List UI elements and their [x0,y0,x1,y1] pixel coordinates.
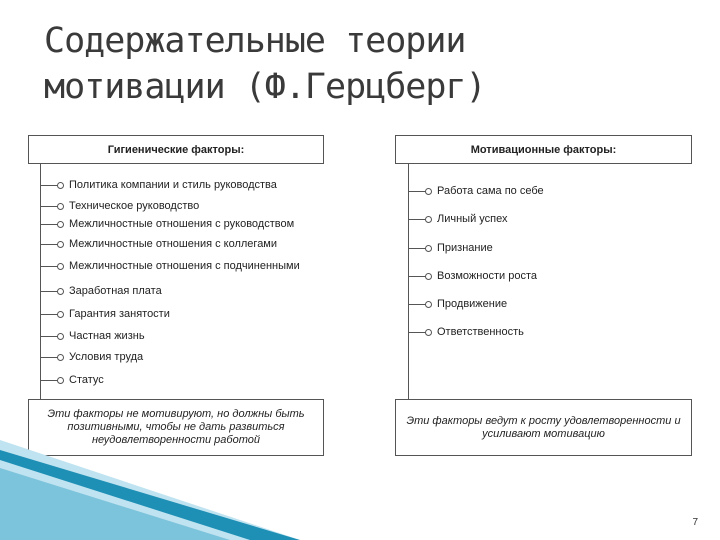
motivation-factor-item-label: Признание [437,242,493,254]
bullet-dot-icon [425,245,432,252]
bullet-dot-icon [425,188,432,195]
hygiene-factor-item-label: Частная жизнь [69,330,145,342]
bullet-dot-icon [57,263,64,270]
title-line-2: мотивации (Ф.Герцберг) [44,67,486,107]
motivation-factors-header: Мотивационные факторы: [395,135,692,164]
hygiene-note: Эти факторы не мотивируют, но должны быть позитивными, чтобы не дать развиться неудовлетворенности работой [28,399,324,456]
bullet-dot-icon [425,329,432,336]
motivation-factor-item-label: Возможности роста [437,270,537,282]
title-line-1: Содержательные теории [44,21,466,61]
bullet-dot-icon [57,311,64,318]
bullet-dot-icon [57,354,64,361]
bullet-dot-icon [57,377,64,384]
hygiene-factor-item-label: Заработная плата [69,285,162,297]
motivation-factor-item-label: Работа сама по себе [437,185,544,197]
hygiene-factors-header: Гигиенические факторы: [28,135,324,164]
bullet-dot-icon [57,221,64,228]
hygiene-factor-item-label: Межличностные отношения с коллегами [69,238,278,250]
bullet-dot-icon [425,301,432,308]
hygiene-connector-line [40,164,41,399]
motivation-factor-item-label: Личный успех [437,213,508,225]
slide-title [44,18,486,110]
decorative-swoosh [0,440,720,540]
hygiene-factor-item-label: Гарантия занятости [69,308,170,320]
motivation-factor-item-label: Продвижение [437,298,508,310]
hygiene-factor-item-label: Техническое руководство [69,200,200,212]
hygiene-factor-item-label: Межличностные отношения с руководством [69,218,295,230]
bullet-dot-icon [57,203,64,210]
hygiene-factor-item-label: Условия труда [69,351,144,363]
bullet-dot-icon [57,241,64,248]
hygiene-factor-item-label: Политика компании и стиль руководства [69,179,277,191]
bullet-dot-icon [425,216,432,223]
page-number: 7 [692,517,698,528]
bullet-dot-icon [57,333,64,340]
bullet-dot-icon [57,182,64,189]
hygiene-factor-item-label: Межличностные отношения с подчиненными [69,260,300,272]
bullet-dot-icon [425,273,432,280]
motivation-connector-line [408,164,409,399]
hygiene-factor-item-label: Статус [69,374,104,386]
motivation-factor-item-label: Ответственность [437,326,524,338]
motivation-note: Эти факторы ведут к росту удовлетворенности и усиливают мотивацию [395,399,692,456]
bullet-dot-icon [57,288,64,295]
